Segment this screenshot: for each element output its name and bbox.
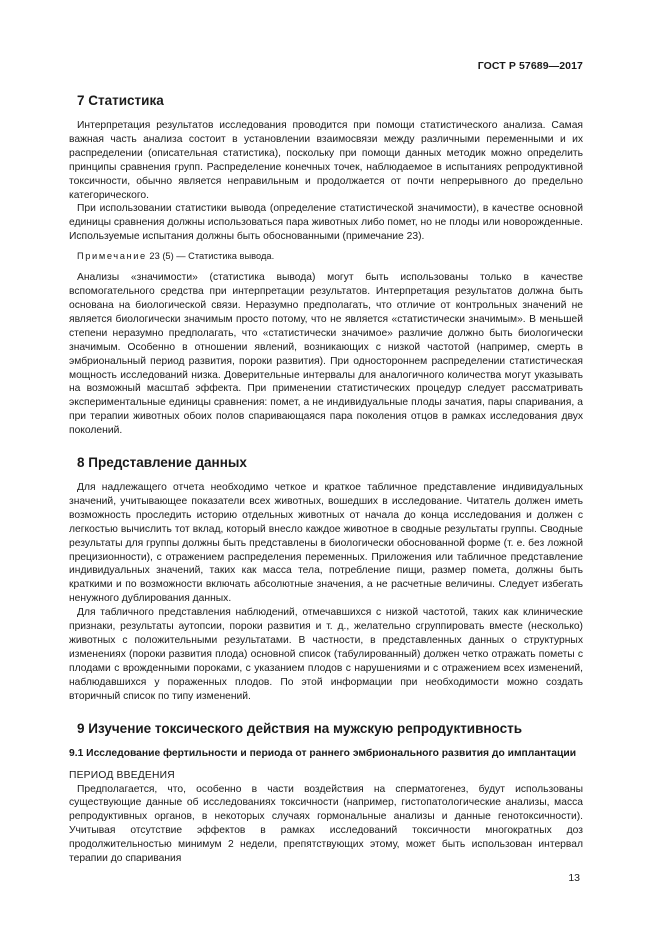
section-7-statistics bbox=[69, 92, 583, 438]
section-9-male-reproduction bbox=[69, 720, 583, 866]
note-label: Примечание bbox=[77, 251, 147, 262]
section-9-paragraph-1: Предполагается, что, особенно в части воздействия на сперматогенез, будут использованы существующие данные об исследованиях токсичности (например, гистопатологические анализы, масса репродуктивных органов, в некоторых случаях гормональные анализы и данные генотоксичности). Учитывая отсутствие эффектов в рамках исследований токсичности многократных доз продолжительностью минимум 2 недели, препятствующих этому, может быть использован интервал терапии до спаривания bbox=[69, 783, 583, 865]
page-content bbox=[69, 92, 583, 866]
section-8-data-presentation bbox=[69, 454, 583, 704]
section-8-paragraph-2: Для табличного представления наблюдений, отмечавшихся с низкой частотой, таких как клинические признаки, результаты аутопсии, пороки развития и т. д., желательно сгруппировать вместе (несколько) животных с положительными результатами. В частности, в представленных данных о структурных изменениях (пороки развития плода) основной список (табулированный) должен четко отражать пометы с плодами с врожденными пороками, с указанием плодов с нарушениями и с отражением всех изменений, наблюдавшихся у пораженных плодов. По этой информации при необходимости можно создать вторичный список по типу изменений. bbox=[69, 607, 583, 702]
section-8-paragraph-1: Для надлежащего отчета необходимо четкое и краткое табличное представление индивидуальных значений, учитывающее показатели всех животных, вошедших в исследование. Читатель должен иметь возможность проследить историю отдельных животных от начала до конца исследования и должен с легкостью вычислить тот вклад, который внесло каждое животное в сводные результаты группы. Сводные результаты для группы должны быть представлены в биологически обоснованной форме (т. е. без ложной прецизионности), с отражением распределения переменных. Приложения или табличное представление индивидуальных значений, таких как масса тела, потребление пищи, размер помета, должны быть краткими и по возможности включать абсолютные значения, а не расчетные величины. Следует избегать ненужного дублирования данных. bbox=[69, 482, 583, 605]
administration-period-heading: ПЕРИОД ВВЕДЕНИЯ bbox=[69, 769, 175, 781]
section-7-heading: 7 Статистика bbox=[77, 93, 164, 108]
standard-code-header: ГОСТ Р 57689—2017 bbox=[477, 60, 583, 72]
section-9-heading: 9 Изучение токсического действия на мужскую репродуктивность bbox=[77, 720, 523, 736]
section-7-paragraph-2: При использовании статистики вывода (определение статистической значимости), в качестве основной единицы сравнения должны использоваться пара животных либо помет, но не плоды или новорожденные. Используемые испытания должны быть обоснованными (примечание 23). bbox=[69, 203, 583, 243]
section-7-paragraph-3: Анализы «значимости» (статистика вывода) могут быть использованы только в качестве вспомогательного средства при интерпретации результатов. Интерпретация результатов должна быть основана на биологической связи. Неразумно предполагать, что отличие от контрольных значений не является биологически значимым просто потому, что не является «статистически значимым». В меньшей степени неразумно предполагать, что «статистически значимое» различие должно быть биологически значимым. Особенно в отношении явлений, возникающих с низкой частотой (например, смерть в эмбриональный период развития, пороки развития). При одностороннем распределении статистическая мощность исследований низка. Доверительные интервалы для аналогичного количества могут указывать на возможный масштаб эффекта. При применении статистических процедур следует рассматривать экспериментальные единицы сравнения: помет, а не индивидуальные плоды зачатия, пары спаривания, а при терапии животных обоих полов спаривающаяся пара поколения отцов в рамках исследования двух поколений. bbox=[69, 272, 583, 437]
section-7-paragraph-1: Интерпретация результатов исследования проводится при помощи статистического анализа. Самая важная часть анализа состоит в установлении взаимосвязи между различными переменными и их распределении (описательная статистика), поскольку при помощи данных методик можно определить принципы сравнения групп. Распределение конечных точек, наблюдаемое в испытаниях репродуктивной токсичности, обычно является неправильным и продолжается от почти непрерывного до предельно категорического. bbox=[69, 120, 583, 201]
subsection-9-1-heading: 9.1 Исследование фертильности и периода от раннего эмбрионального развития до имплантации bbox=[69, 747, 577, 759]
page-number: 13 bbox=[568, 872, 580, 884]
note-23 bbox=[69, 250, 583, 263]
section-8-heading: 8 Представление данных bbox=[77, 455, 247, 471]
note-text: 23 (5) — Статистика вывода. bbox=[146, 251, 275, 262]
